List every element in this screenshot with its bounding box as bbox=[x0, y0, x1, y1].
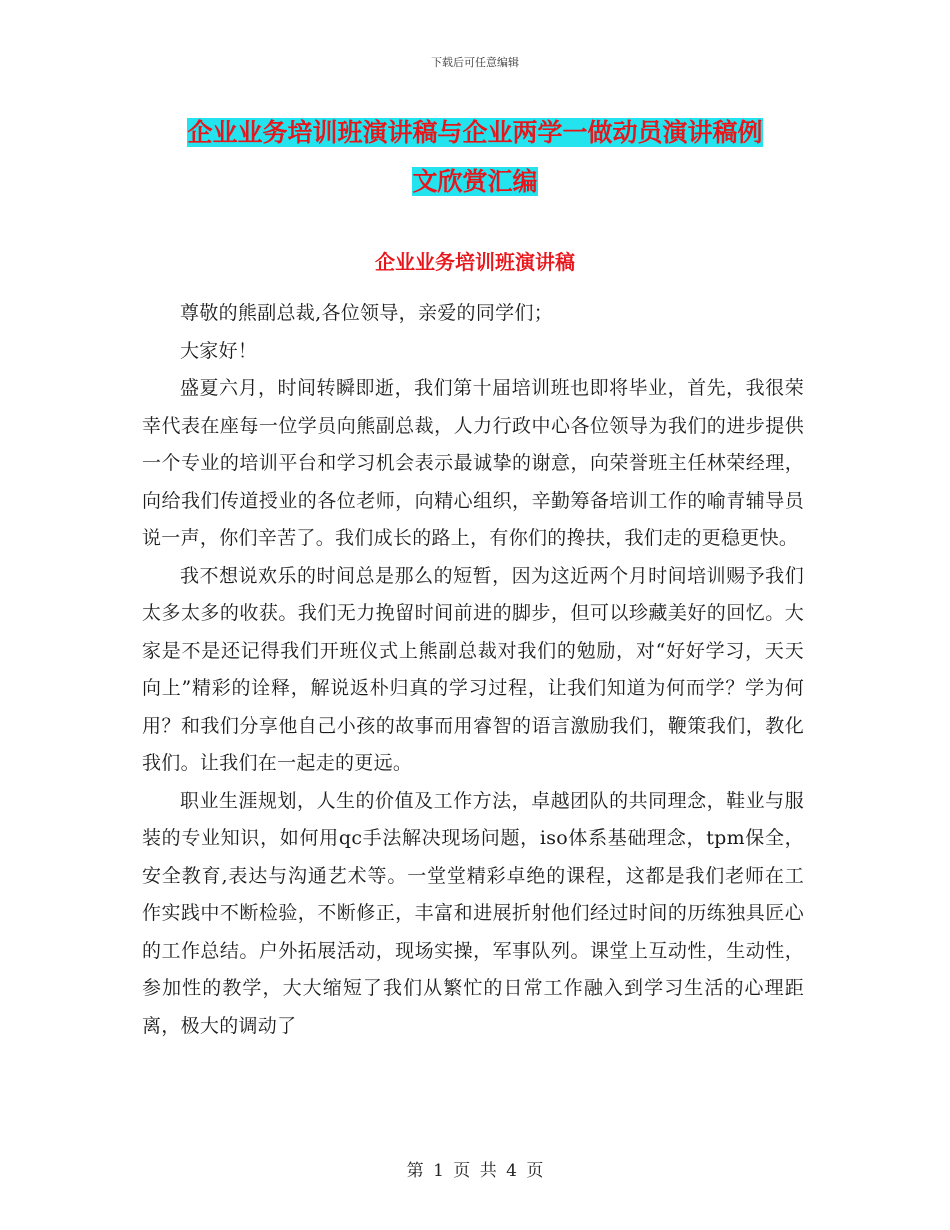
body-paragraph: 职业生涯规划，人生的价值及工作方法，卓越团队的共同理念，鞋业与服装的专业知识，如何用qc手法解决现场问题，iso体系基础理念，tpm保全，安全教育,表达与沟通艺术等。一堂堂精彩卓绝的课程，这都是我们老师在工作实践中不断检验，不断修正，丰富和进展折射他们经过时间的历练独具匠心的工作总结。户外拓展活动，现场实操，军事队列。课堂上互动性，生动性，参加性的教学，大大缩短了我们从繁忙的日常工作融入到学习生活的心理距离，极大的调动了 bbox=[142, 789, 804, 1037]
body-paragraph: 我不想说欢乐的时间总是那么的短暂，因为这近两个月时间培训赐予我们太多太多的收获。我们无力挽留时间前进的脚步，但可以珍藏美好的回忆。大家是不是还记得我们开班仪式上熊副总裁对我们的勉励，对“好好学习，天天向上”精彩的诠释，解说返朴归真的学习过程，让我们知道为何而学？学为何用？和我们分享他自己小孩的故事而用睿智的语言激励我们，鞭策我们，教化我们。让我们在一起走的更远。 bbox=[142, 564, 804, 774]
document-title-line-2: 文欣赏汇编 bbox=[412, 167, 538, 196]
page-header-note: 下载后可任意编辑 bbox=[431, 56, 519, 69]
body-text bbox=[142, 295, 804, 1045]
greeting-paragraph: 大家好！ bbox=[180, 339, 258, 362]
document-title bbox=[150, 108, 800, 206]
section-heading: 企业业务培训班演讲稿 bbox=[375, 250, 575, 274]
salutation-paragraph: 尊敬的熊副总裁,各位领导，亲爱的同学们； bbox=[180, 302, 554, 324]
body-paragraph: 盛夏六月，时间转瞬即逝，我们第十届培训班也即将毕业，首先，我很荣幸代表在座每一位学员向熊副总裁，人力行政中心各位领导为我们的进步提供一个专业的培训平台和学习机会表示最诚挚的谢意，向荣誉班主任林荣经理，向给我们传道授业的各位老师，向精心组织，辛勤筹备培训工作的喻青辅导员说一声，你们辛苦了。我们成长的路上，有你们的搀扶，我们走的更稳更快。 bbox=[142, 377, 804, 549]
page-number-footer: 第 1 页 共 4 页 bbox=[406, 1161, 544, 1181]
document-title-line-1: 企业业务培训班演讲稿与企业两学一做动员演讲稿例 bbox=[187, 118, 763, 147]
